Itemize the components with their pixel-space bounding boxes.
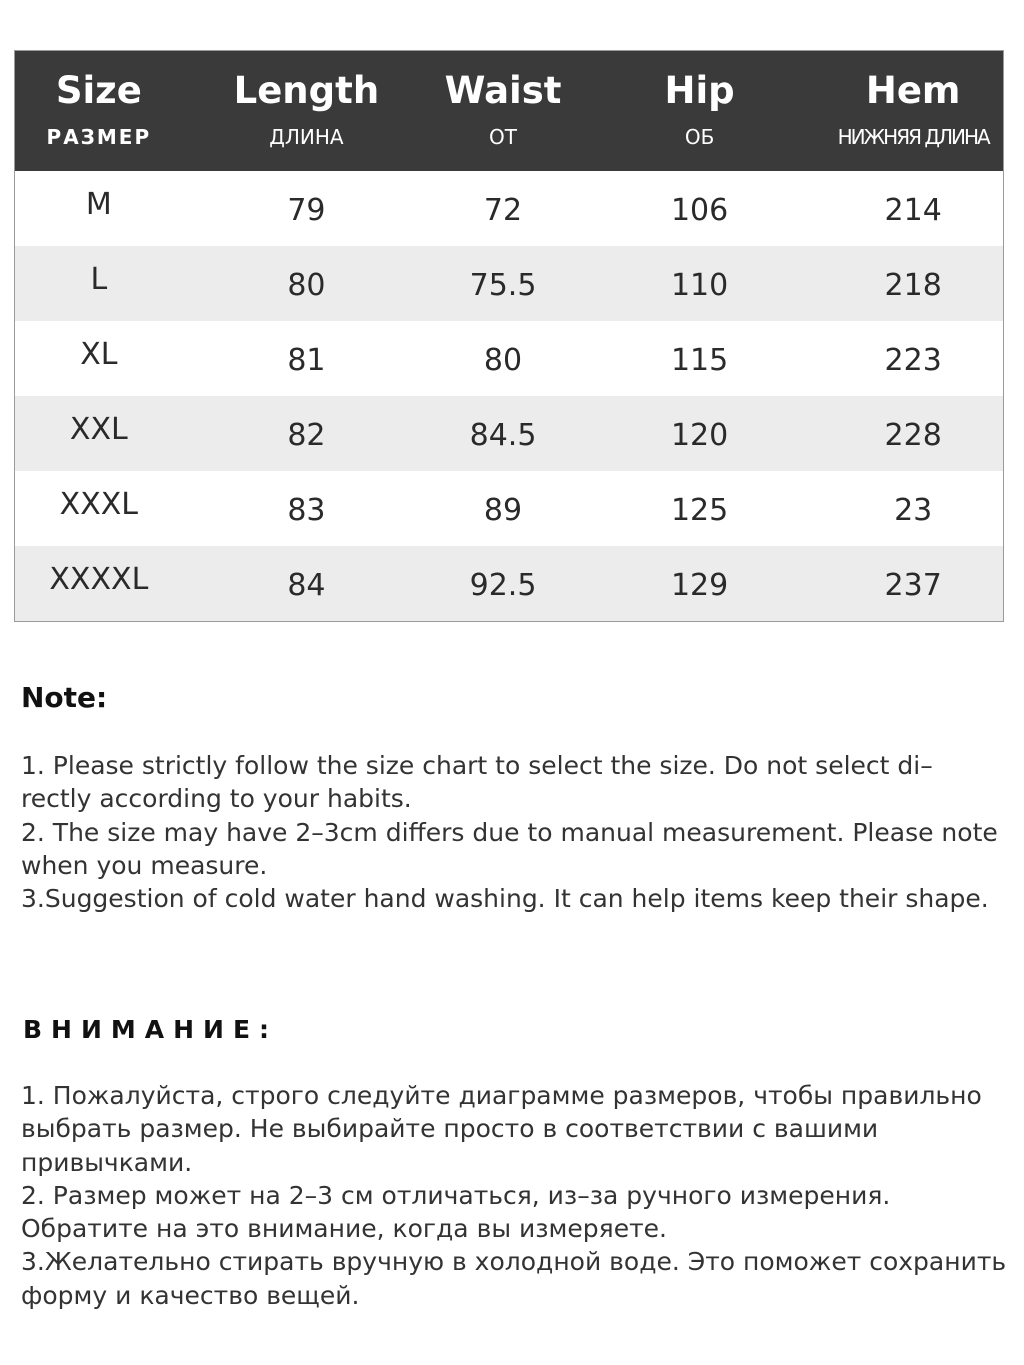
note-ru-item: 1. Пожалуйста, строго следуйте диаграмме размеров, чтобы правильно выбрать размер. Не выбирайте просто в соответствии с вашими привычками. [21, 1081, 982, 1177]
header-waist-en: Waist [444, 69, 562, 112]
table-row [15, 546, 1003, 621]
header-hem [823, 51, 1003, 171]
cell-hip: 106 [670, 193, 729, 228]
table-row [15, 171, 1003, 246]
cell-hem: 214 [884, 193, 942, 228]
cell-waist: 80 [483, 343, 523, 378]
cell-hem: 218 [884, 268, 942, 303]
note-ru-item: 2. Размер может на 2–3 см отличаться, из–за ручного измерения. Обратите на это внимание, когда вы измеряете. [21, 1180, 891, 1244]
note-title: Note: [21, 681, 108, 714]
note-item: 3.Suggestion of cold water hand washing. It can help items keep their shape. [21, 884, 989, 914]
cell-length: 82 [287, 418, 326, 453]
header-hip-ru: ОБ [684, 125, 715, 149]
cell-size: XL [80, 337, 118, 372]
cell-hip: 120 [670, 418, 729, 453]
header-length-ru: ДЛИНА [269, 125, 344, 149]
table-header [15, 51, 1003, 171]
table-row [15, 246, 1003, 321]
cell-hip: 110 [670, 268, 729, 303]
note-item: 2. The size may have 2–3cm differs due to manual measurement. Please note when you measure. [21, 817, 998, 880]
cell-length: 84 [287, 568, 326, 603]
cell-waist: 84.5 [469, 418, 537, 453]
note-item: 1. Please strictly follow the size chart to select the size. Do not select di–rectly according to your habits. [21, 751, 933, 814]
table-row [15, 471, 1003, 546]
table-row [15, 321, 1003, 396]
cell-size: XXXL [59, 487, 139, 522]
size-chart-table [14, 50, 1004, 622]
cell-length: 83 [287, 493, 326, 528]
cell-hem: 228 [884, 418, 942, 453]
cell-hip: 129 [670, 568, 729, 603]
cell-size: XXL [69, 412, 128, 447]
header-waist-ru: ОТ [489, 125, 517, 149]
header-size-ru: РАЗМЕР [46, 125, 152, 149]
cell-hip: 125 [670, 493, 729, 528]
cell-length: 79 [287, 193, 326, 228]
header-size-en: Size [55, 69, 142, 112]
header-size [15, 51, 183, 171]
cell-hip: 115 [670, 343, 729, 378]
cell-size: M [85, 187, 112, 222]
cell-size: XXXXL [49, 562, 149, 597]
header-length [183, 51, 431, 171]
cell-waist: 89 [483, 493, 523, 528]
header-hem-ru: НИЖНЯЯ ДЛИНА [837, 125, 989, 149]
header-hip [576, 51, 824, 171]
cell-waist: 75.5 [469, 268, 537, 303]
cell-hem: 23 [894, 493, 933, 528]
table-row [15, 396, 1003, 471]
header-waist [430, 51, 576, 171]
cell-waist: 92.5 [469, 568, 537, 603]
cell-length: 81 [287, 343, 326, 378]
header-hem-en: Hem [865, 69, 961, 112]
header-length-en: Length [233, 69, 380, 112]
note-body [21, 749, 1001, 915]
cell-waist: 72 [483, 193, 523, 228]
cell-hem: 223 [884, 343, 942, 378]
cell-hem: 237 [884, 568, 942, 603]
note-ru-title: ВНИМАНИЕ: [23, 1015, 279, 1044]
note-ru-body [21, 1079, 1011, 1312]
header-hip-en: Hip [664, 69, 735, 112]
cell-size: L [90, 262, 108, 297]
note-ru-item: 3.Желательно стирать вручную в холодной воде. Это поможет сохранить форму и качество вещей. [21, 1247, 1007, 1310]
cell-length: 80 [287, 268, 326, 303]
